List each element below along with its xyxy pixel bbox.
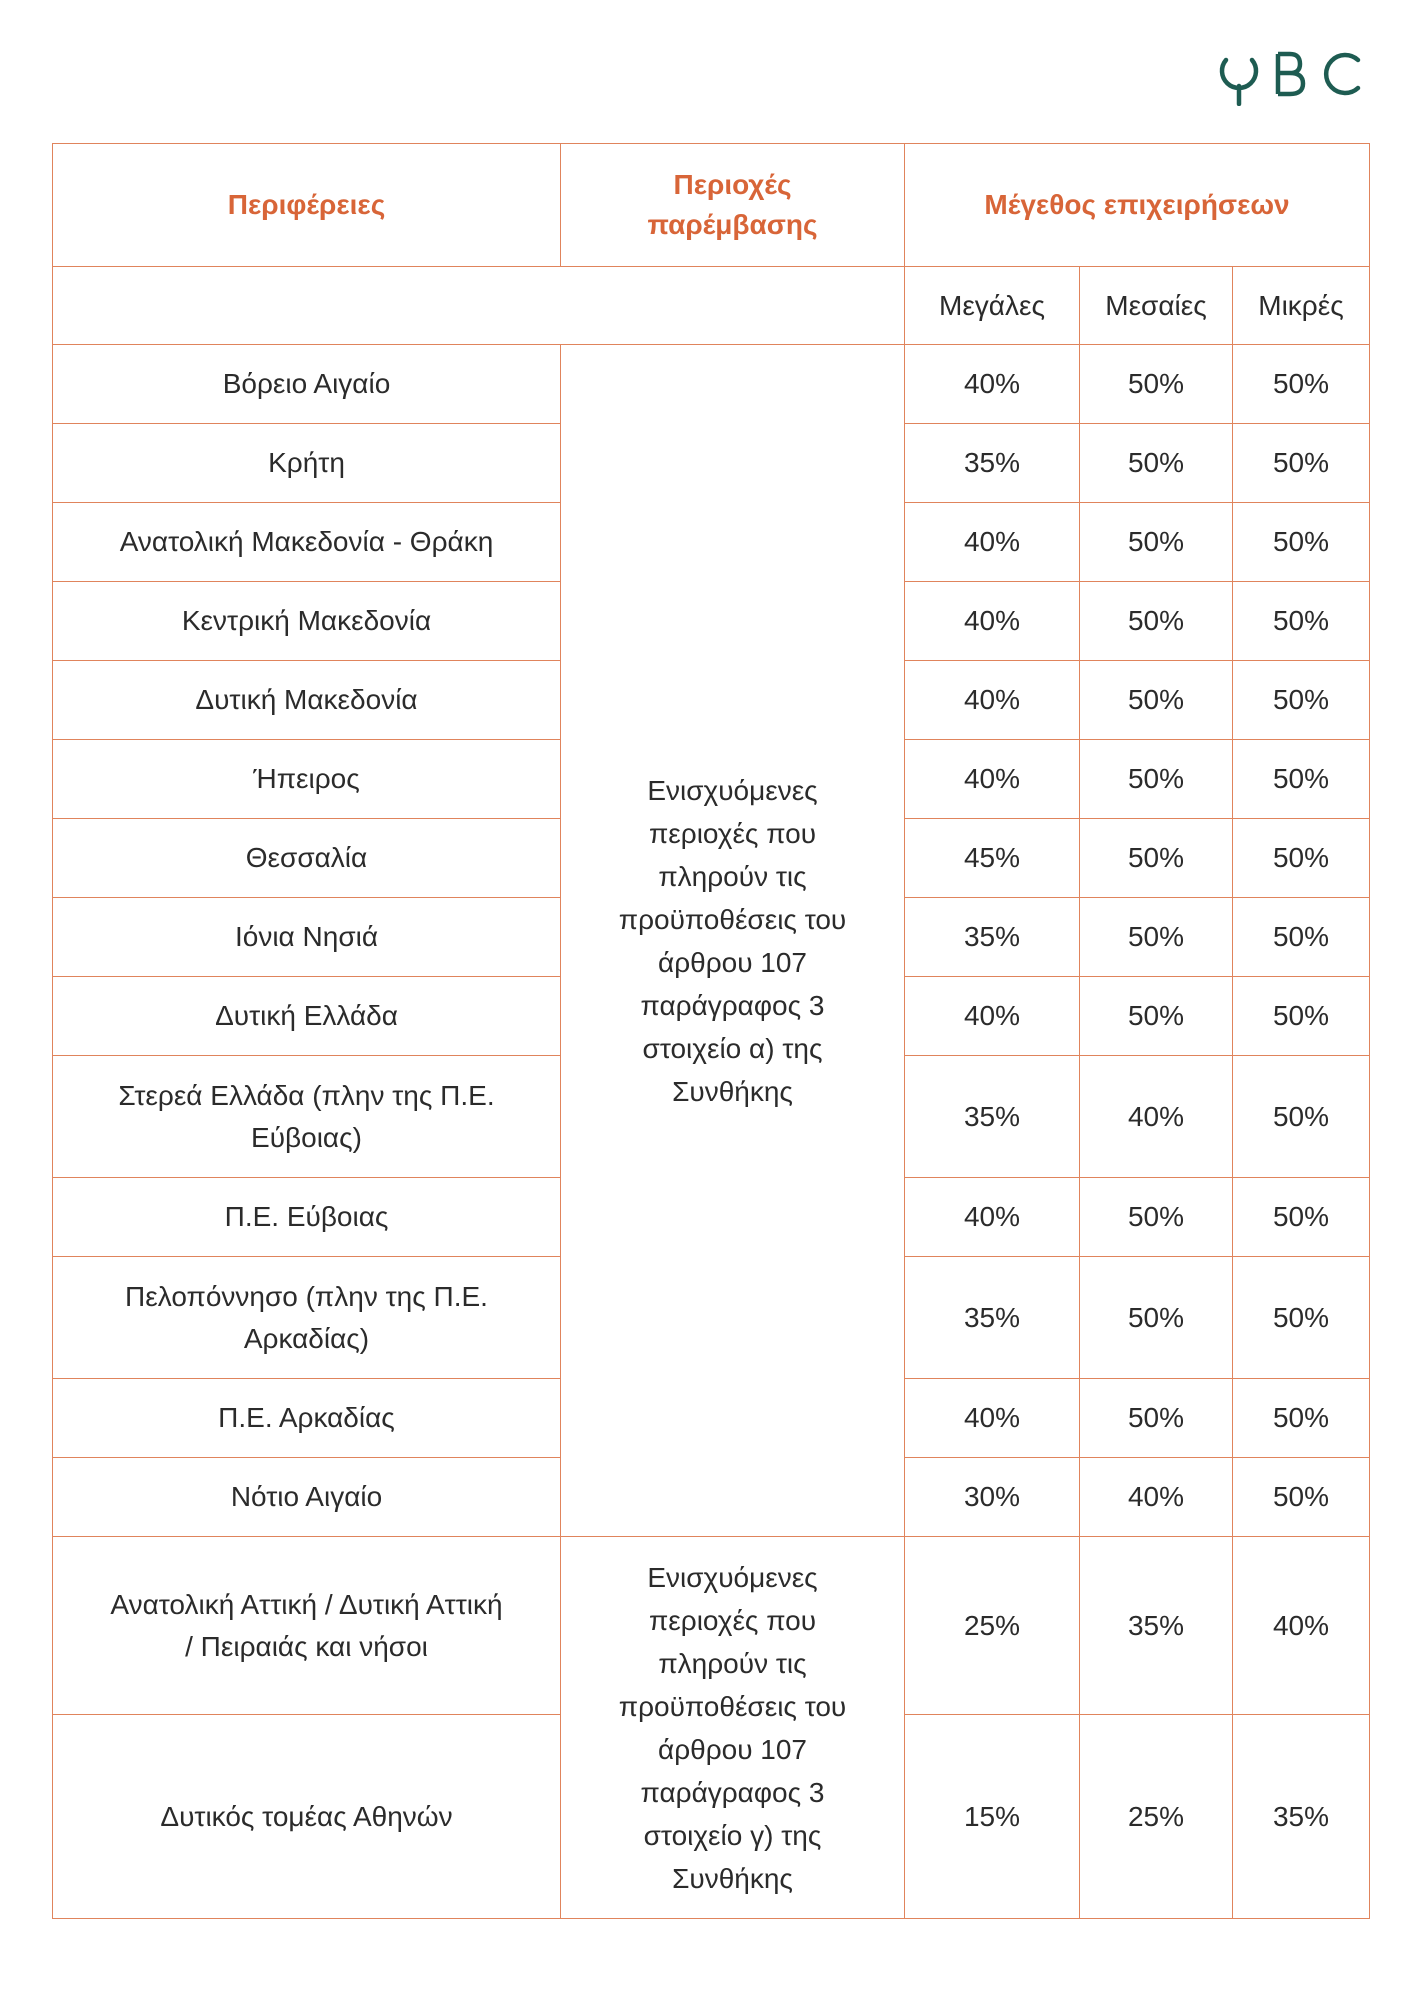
region-cell: Ιόνια Νησιά [53,898,561,977]
medium-value: 40% [1080,1056,1233,1178]
small-value: 50% [1233,503,1370,582]
large-value: 30% [905,1458,1080,1537]
small-value: 50% [1233,1178,1370,1257]
region-cell: Βόρειο Αιγαίο [53,345,561,424]
large-value: 35% [905,424,1080,503]
subheader-large: Μεγάλες [905,267,1080,345]
small-value: 50% [1233,740,1370,819]
medium-value: 35% [1080,1537,1233,1715]
medium-value: 50% [1080,424,1233,503]
large-value: 45% [905,819,1080,898]
small-value: 50% [1233,1257,1370,1379]
small-value: 50% [1233,1056,1370,1178]
small-value: 40% [1233,1537,1370,1715]
large-value: 40% [905,345,1080,424]
medium-value: 25% [1080,1715,1233,1919]
medium-value: 50% [1080,345,1233,424]
header-row [53,144,1370,267]
region-cell: Π.Ε. Αρκαδίας [53,1379,561,1458]
large-value: 40% [905,1379,1080,1458]
region-cell: Θεσσαλία [53,819,561,898]
region-cell: Δυτικός τομέας Αθηνών [53,1715,561,1919]
small-value: 50% [1233,898,1370,977]
region-cell: Π.Ε. Εύβοιας [53,1178,561,1257]
small-value: 50% [1233,345,1370,424]
region-cell: Ήπειρος [53,740,561,819]
medium-value: 50% [1080,582,1233,661]
medium-value: 50% [1080,1178,1233,1257]
small-value: 50% [1233,582,1370,661]
subheader-small: Μικρές [1233,267,1370,345]
medium-value: 50% [1080,1257,1233,1379]
area-cell: Ενισχυόμενες περιοχές που πληρούν τις προϋποθέσεις του άρθρου 107 παράγραφος 3 στοιχείο α) της Συνθήκης [561,345,905,1537]
large-value: 40% [905,503,1080,582]
region-cell: Ανατολική Μακεδονία - Θράκη [53,503,561,582]
region-cell: Ανατολική Αττική / Δυτική Αττική / Πειραιάς και νήσοι [53,1537,561,1715]
subheader-empty [53,267,905,345]
small-value: 50% [1233,819,1370,898]
region-cell: Νότιο Αιγαίο [53,1458,561,1537]
large-value: 15% [905,1715,1080,1919]
medium-value: 50% [1080,898,1233,977]
large-value: 40% [905,740,1080,819]
medium-value: 50% [1080,661,1233,740]
medium-value: 50% [1080,503,1233,582]
small-value: 50% [1233,1379,1370,1458]
small-value: 50% [1233,661,1370,740]
large-value: 40% [905,977,1080,1056]
small-value: 50% [1233,424,1370,503]
medium-value: 50% [1080,740,1233,819]
large-value: 40% [905,582,1080,661]
large-value: 35% [905,898,1080,977]
subheader-medium: Μεσαίες [1080,267,1233,345]
header-regions: Περιφέρειες [53,144,561,267]
region-cell: Δυτική Ελλάδα [53,977,561,1056]
large-value: 35% [905,1257,1080,1379]
header-areas: Περιοχές παρέμβασης [561,144,905,267]
qbc-logo [1218,48,1364,106]
aid-intensity-table [52,143,1370,1919]
medium-value: 50% [1080,977,1233,1056]
small-value: 35% [1233,1715,1370,1919]
region-cell: Κρήτη [53,424,561,503]
header-business-size: Μέγεθος επιχειρήσεων [905,144,1370,267]
table-row [53,1537,1370,1715]
region-cell: Κεντρική Μακεδονία [53,582,561,661]
large-value: 40% [905,661,1080,740]
small-value: 50% [1233,1458,1370,1537]
small-value: 50% [1233,977,1370,1056]
table-row [53,345,1370,424]
region-cell: Πελοπόννησο (πλην της Π.Ε. Αρκαδίας) [53,1257,561,1379]
region-cell: Δυτική Μακεδονία [53,661,561,740]
region-cell: Στερεά Ελλάδα (πλην της Π.Ε. Εύβοιας) [53,1056,561,1178]
medium-value: 50% [1080,1379,1233,1458]
subheader-row [53,267,1370,345]
large-value: 25% [905,1537,1080,1715]
large-value: 35% [905,1056,1080,1178]
medium-value: 40% [1080,1458,1233,1537]
medium-value: 50% [1080,819,1233,898]
large-value: 40% [905,1178,1080,1257]
area-cell: Ενισχυόμενες περιοχές που πληρούν τις προϋποθέσεις του άρθρου 107 παράγραφος 3 στοιχείο γ) της Συνθήκης [561,1537,905,1919]
